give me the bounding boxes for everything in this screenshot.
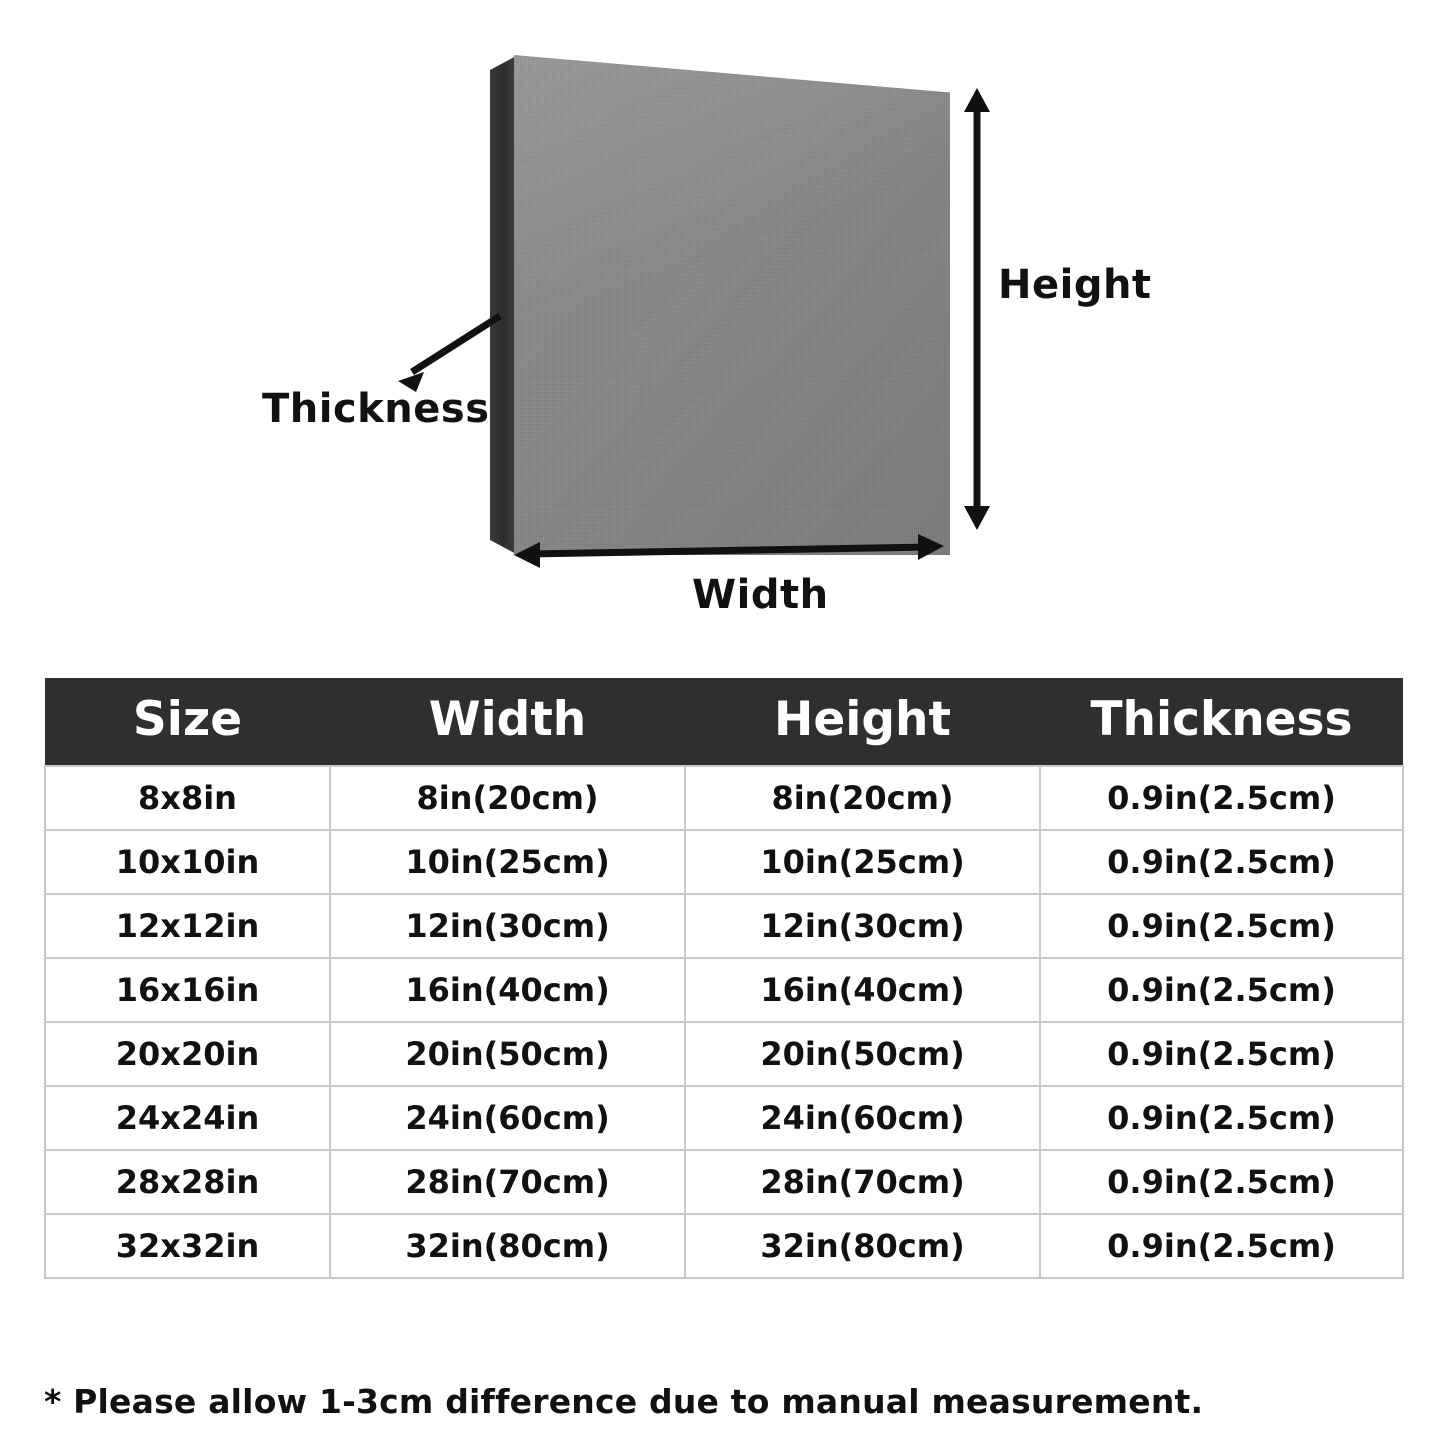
product-dimension-diagram [0, 0, 1445, 660]
table-cell: 28in(70cm) [330, 1150, 685, 1214]
table-cell: 12in(30cm) [685, 894, 1040, 958]
dimension-arrows [0, 0, 1445, 660]
table-cell: 0.9in(2.5cm) [1040, 830, 1403, 894]
height-arrow [964, 88, 990, 530]
table-cell: 24x24in [45, 1086, 330, 1150]
table-body [45, 766, 1403, 1278]
label-thickness: Thickness [262, 386, 490, 432]
table-cell: 0.9in(2.5cm) [1040, 1150, 1403, 1214]
table-cell: 10in(25cm) [330, 830, 685, 894]
table-cell: 28in(70cm) [685, 1150, 1040, 1214]
table-cell: 16in(40cm) [685, 958, 1040, 1022]
table-cell: 10in(25cm) [685, 830, 1040, 894]
table-cell: 32in(80cm) [685, 1214, 1040, 1278]
table-cell: 20x20in [45, 1022, 330, 1086]
width-arrow [514, 534, 944, 568]
table-row [45, 766, 1403, 830]
table-cell: 24in(60cm) [330, 1086, 685, 1150]
table-cell: 32in(80cm) [330, 1214, 685, 1278]
thickness-arrow [398, 316, 500, 392]
table-row [45, 958, 1403, 1022]
table-row [45, 1086, 1403, 1150]
table-cell: 0.9in(2.5cm) [1040, 894, 1403, 958]
table-cell: 10x10in [45, 830, 330, 894]
table-cell: 16x16in [45, 958, 330, 1022]
column-header-size: Size [45, 678, 330, 766]
table-row [45, 894, 1403, 958]
table-cell: 28x28in [45, 1150, 330, 1214]
size-chart-table [44, 678, 1404, 1279]
table-header-row [45, 678, 1403, 766]
table-cell: 0.9in(2.5cm) [1040, 958, 1403, 1022]
column-header-thickness: Thickness [1040, 678, 1403, 766]
table-row [45, 1150, 1403, 1214]
table-cell: 12in(30cm) [330, 894, 685, 958]
table-cell: 0.9in(2.5cm) [1040, 766, 1403, 830]
table-cell: 24in(60cm) [685, 1086, 1040, 1150]
table-cell: 8x8in [45, 766, 330, 830]
table-cell: 0.9in(2.5cm) [1040, 1086, 1403, 1150]
table-cell: 0.9in(2.5cm) [1040, 1214, 1403, 1278]
table-row [45, 1214, 1403, 1278]
table-cell: 8in(20cm) [685, 766, 1040, 830]
label-width: Width [692, 572, 829, 618]
table-row [45, 830, 1403, 894]
table-row [45, 1022, 1403, 1086]
measurement-footnote: * Please allow 1-3cm difference due to manual measurement. [44, 1382, 1204, 1421]
table-cell: 16in(40cm) [330, 958, 685, 1022]
column-header-height: Height [685, 678, 1040, 766]
column-header-width: Width [330, 678, 685, 766]
table-cell: 8in(20cm) [330, 766, 685, 830]
table-cell: 12x12in [45, 894, 330, 958]
table-cell: 32x32in [45, 1214, 330, 1278]
label-height: Height [998, 262, 1152, 308]
table-cell: 20in(50cm) [685, 1022, 1040, 1086]
table-cell: 0.9in(2.5cm) [1040, 1022, 1403, 1086]
table-cell: 20in(50cm) [330, 1022, 685, 1086]
